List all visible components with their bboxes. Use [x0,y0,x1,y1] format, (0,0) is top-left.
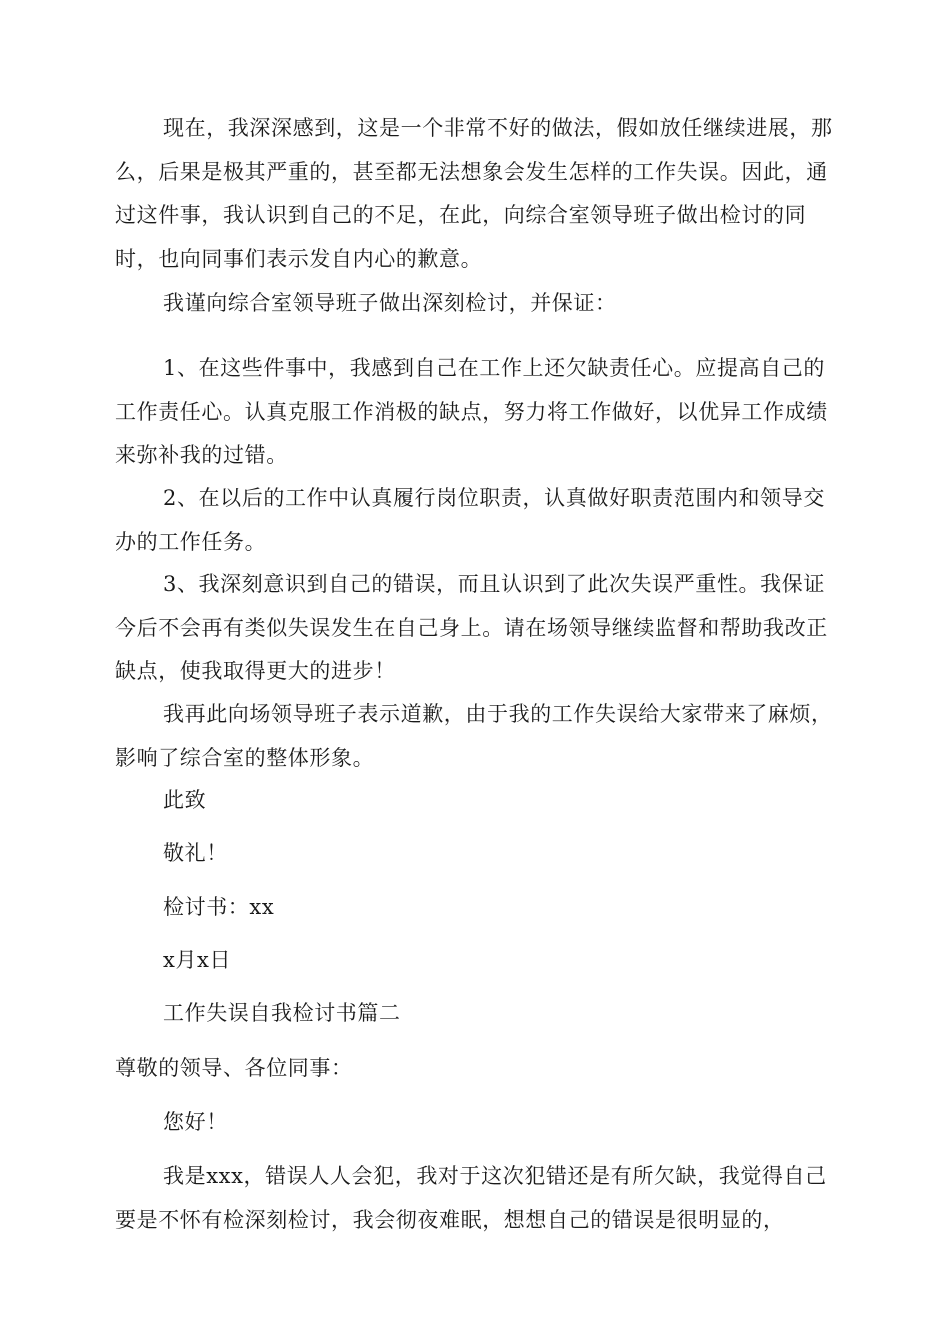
hello-text: 您好！ [163,1110,228,1134]
paragraph-pledge-intro: 我谨向综合室领导班子做出深刻检讨，并保证： [163,291,617,315]
signature-text: 检讨书：xx [163,895,275,919]
paragraph-point-1: 1、在这些件事中，我感到自己在工作上还欠缺责任心。应提高自己的工作责任心。认真克服工作消极的缺点，努力将工作做好，以优异工作成绩来弥补我的过错。 [115,356,828,467]
paragraph-point-2: 2、在以后的工作中认真履行岗位职责，认真做好职责范围内和领导交办的工作任务。 [115,486,825,554]
greeting-text: 尊敬的领导、各位同事： [115,1056,353,1080]
date-text: x月x日 [163,948,232,972]
closing-text: 此致 [163,788,207,812]
paragraph-part-two-intro: 我是xxx，错误人人会犯，我对于这次犯错还是有所欠缺，我觉得自己要是不怀有检深刻检讨，我会彻夜难眠，想想自己的错误是很明显的， [115,1164,827,1232]
salute-text: 敬礼！ [163,841,228,865]
section-title: 工作失误自我检讨书篇二 [163,1001,401,1025]
paragraph-apology: 我再此向场领导班子表示道歉，由于我的工作失误给大家带来了麻烦，影响了综合室的整体形象。 [115,702,833,770]
paragraph-reflection: 现在，我深深感到，这是一个非常不好的做法，假如放任继续进展，那么，后果是极其严重的，甚至都无法想象会发生怎样的工作失误。因此，通过这件事，我认识到自己的不足，在此，向综合室领导班子做出检讨的同时，也向同事们表示发自内心的歉意。 [115,116,833,271]
paragraph-point-3: 3、我深刻意识到自己的错误，而且认识到了此次失误严重性。我保证今后不会再有类似失误发生在自己身上。请在场领导继续监督和帮助我改正缺点，使我取得更大的进步！ [115,572,828,683]
